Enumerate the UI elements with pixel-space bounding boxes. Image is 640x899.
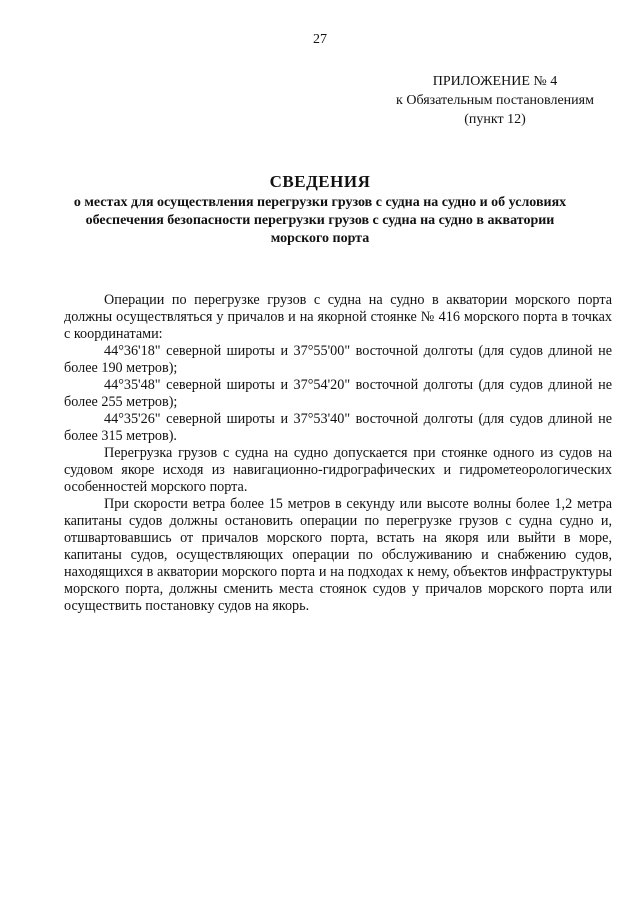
- paragraph-anchor-condition: Перегрузка грузов с судна на судно допускается при стоянке одного из судов на судовом якоре исходя из навигационно-гидрографических и гидрометеорологических особенностей морского порта.: [64, 445, 612, 495]
- page-number: 27: [313, 32, 327, 47]
- appendix-block: [380, 72, 610, 129]
- paragraph-coordinate-3: 44°35'26" северной широты и 37°53'40" восточной долготы (для судов длиной не более 315 метров).: [64, 411, 612, 444]
- document-heading: [60, 172, 580, 248]
- appendix-reference: к Обязательным постановлениям: [396, 93, 594, 108]
- document-title: СВЕДЕНИЯ: [269, 172, 371, 191]
- appendix-clause: (пункт 12): [464, 112, 526, 127]
- paragraph-wind-condition: При скорости ветра более 15 метров в секунду или высоте волны более 1,2 метра капитаны судов должны остановить операции по перегрузке грузов с судна судно и, отшвартовавшись от причалов морского порта, встать на якоря или выйти в море, капитаны судов, осуществляющих операции по обслуживанию и снабжению судов, находящихся в акватории морского порта и на подходах к нему, объектов инфраструктуры морского порта, должны сменить места стоянок судов у причалов морского порта или осуществить постановку судов на якорь.: [64, 496, 612, 614]
- document-subtitle: о местах для осуществления перегрузки грузов с судна на судно и об условиях обеспечения безопасности перегрузки грузов с судна на судно в акватории морского порта: [73, 195, 567, 246]
- appendix-title: ПРИЛОЖЕНИЕ № 4: [432, 74, 558, 89]
- paragraph-operations: Операции по перегрузке грузов с судна на судно в акватории морского порта должны осуществляться у причалов и на якорной стоянке № 416 морского порта в точках с координатами:: [64, 292, 612, 342]
- paragraph-coordinate-1: 44°36'18" северной широты и 37°55'00" восточной долготы (для судов длиной не более 190 метров);: [64, 343, 612, 376]
- paragraph-coordinate-2: 44°35'48" северной широты и 37°54'20" восточной долготы (для судов длиной не более 255 метров);: [64, 377, 612, 410]
- document-body: [64, 292, 612, 615]
